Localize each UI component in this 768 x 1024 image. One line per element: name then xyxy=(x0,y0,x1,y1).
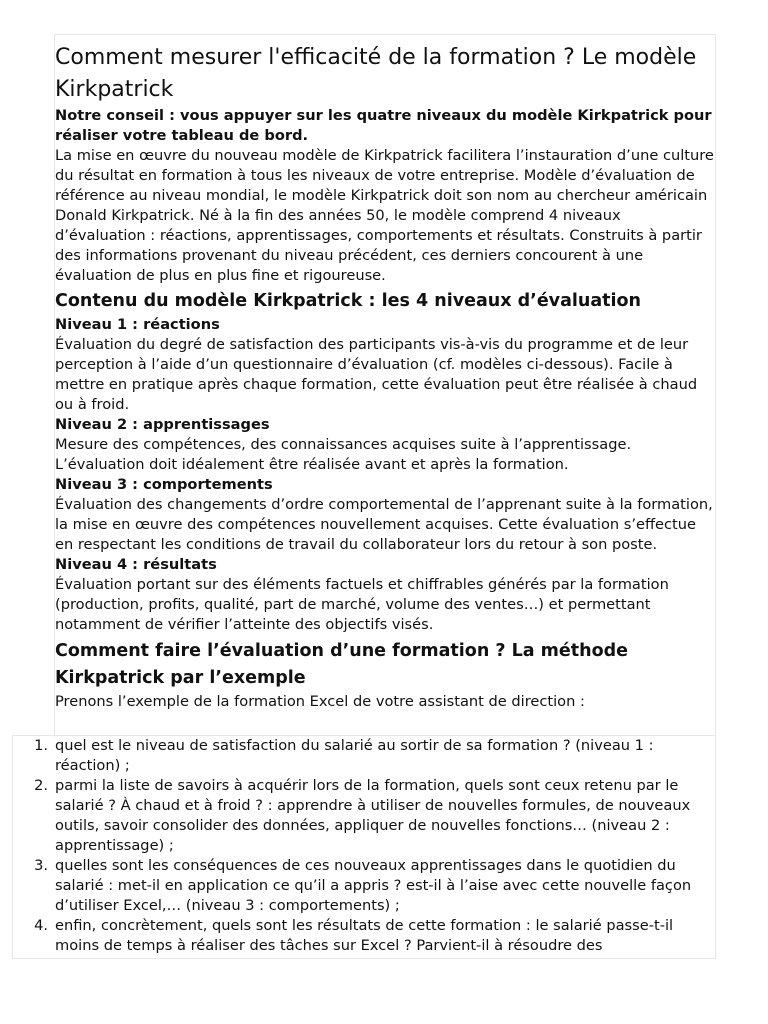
document-body xyxy=(55,42,715,712)
list-number: 1. xyxy=(34,737,48,754)
list-number: 4. xyxy=(34,917,48,934)
level-4-text: Évaluation portant sur des éléments factuels et chiffrables générés par la formation (production, profits, qualité, part de marché, volume des ventes…) et permettant notamment de vérifier l’atteinte des objectifs visés. xyxy=(55,576,669,633)
section-heading-example: Comment faire l’évaluation d’une formation ? La méthode Kirkpatrick par l’exemple xyxy=(55,641,629,688)
document-title: Comment mesurer l'efficacité de la formation ? Le modèle Kirkpatrick xyxy=(55,45,697,102)
list-item xyxy=(12,736,712,776)
level-1-text: Évaluation du degré de satisfaction des participants vis-à-vis du programme et de leur perception à l’aide d’un questionnaire d’évaluation (cf. modèles ci-dessous). Facile à mettre en pratique après chaque formation, cette évaluation peut être réalisée à chaud ou à froid. xyxy=(55,336,698,413)
level-1-title: Niveau 1 : réactions xyxy=(55,316,220,333)
list-text: quelles sont les conséquences de ces nouveaux apprentissages dans le quotidien du salarié : met-il en application ce qu’il a appris ? est-il à l’aise avec cette nouvelle façon d’utiliser Excel,… (niveau 3 : comportements) ; xyxy=(55,857,692,914)
advice-text: Notre conseil : vous appuyer sur les quatre niveaux du modèle Kirkpatrick pour réaliser votre tableau de bord. xyxy=(55,107,712,144)
list-number: 3. xyxy=(34,857,48,874)
list-number: 2. xyxy=(34,777,48,794)
level-3-title: Niveau 3 : comportements xyxy=(55,476,273,493)
list-item xyxy=(12,916,712,956)
list-text: parmi la liste de savoirs à acquérir lors de la formation, quels sont ceux retenu par le salarié ? À chaud et à froid ? : apprendre à utiliser de nouvelles formules, de nouveaux outils, savoir consolider des données, appliquer de nouvelles fonctions… (niveau 2 : apprentissage) ; xyxy=(55,777,691,854)
level-3-text: Évaluation des changements d’ordre comportemental de l’apprenant suite à la formation, la mise en œuvre des compétences nouvellement acquises. Cette évaluation s’effectue en respectant les conditions de travail du collaborateur lors du retour à son poste. xyxy=(55,496,713,553)
level-2-text: Mesure des compétences, des connaissances acquises suite à l’apprentissage. L’évaluation doit idéalement être réalisée avant et après la formation. xyxy=(55,436,632,473)
example-lead: Prenons l’exemple de la formation Excel de votre assistant de direction : xyxy=(55,693,585,710)
list-text: enfin, concrètement, quels sont les résultats de cette formation : le salarié passe-t-il moins de temps à réaliser des tâches sur Excel ? Parvient-il à résoudre des xyxy=(55,917,674,954)
level-4-title: Niveau 4 : résultats xyxy=(55,556,217,573)
example-list xyxy=(12,736,712,956)
section-heading-levels: Contenu du modèle Kirkpatrick : les 4 niveaux d’évaluation xyxy=(55,291,642,311)
list-text: quel est le niveau de satisfaction du salarié au sortir de sa formation ? (niveau 1 : réaction) ; xyxy=(55,737,654,774)
intro-paragraph: La mise en œuvre du nouveau modèle de Kirkpatrick facilitera l’instauration d’une culture du résultat en formation à tous les niveaux de votre entreprise. Modèle d’évaluation de référence au niveau mondial, le modèle Kirkpatrick doit son nom au chercheur américain Donald Kirkpatrick. Né à la fin des années 50, le modèle comprend 4 niveaux d’évaluation : réactions, apprentissages, comportements et résultats. Construits à partir des informations provenant du niveau précédent, ces derniers concourent à une évaluation de plus en plus fine et rigoureuse. xyxy=(55,147,714,284)
level-2-title: Niveau 2 : apprentissages xyxy=(55,416,270,433)
list-item xyxy=(12,856,712,916)
list-item xyxy=(12,776,712,856)
